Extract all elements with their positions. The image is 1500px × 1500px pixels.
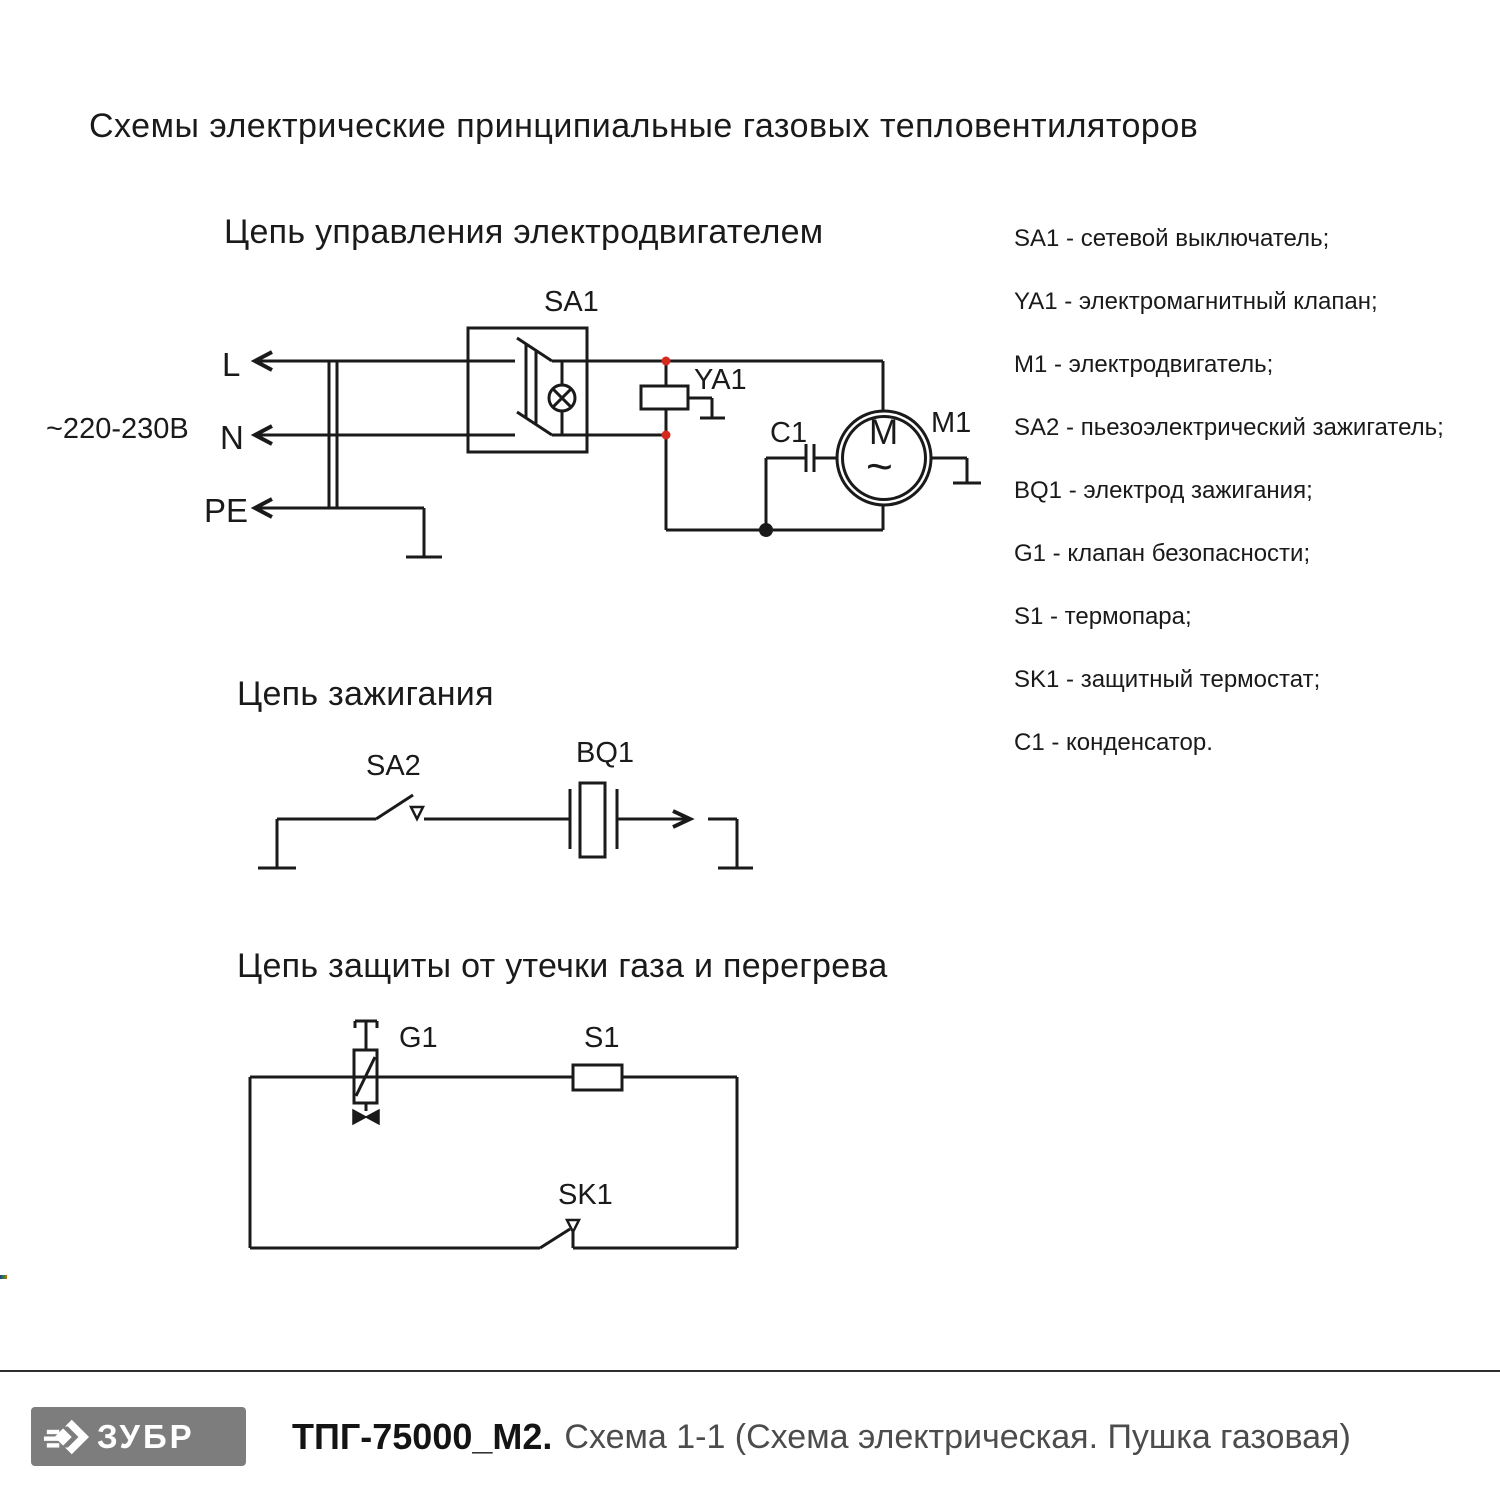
g1-bowtie-right: [366, 1110, 379, 1124]
schematic-caption: Схема 1-1 (Схема электрическая. Пушка газовая): [564, 1417, 1351, 1456]
legend-item-m1: M1 - электродвигатель;: [1014, 351, 1274, 378]
sk1-switch-blade: [540, 1229, 570, 1248]
legend-item-bq1: BQ1 - электрод зажигания;: [1014, 477, 1313, 504]
legend-item-sk1: SK1 - защитный термостат;: [1014, 666, 1321, 693]
s1-thermocouple-body: [573, 1065, 622, 1090]
legend-item-c1: C1 - конденсатор.: [1014, 729, 1213, 756]
ignition-left-wire: [277, 819, 376, 868]
label-c1: C1: [770, 417, 808, 449]
c1-capacitor-icon: [806, 444, 814, 472]
g1-actuator-icon: [355, 1021, 377, 1050]
page-title: Схемы электрические принципиальные газовых тепловентиляторов: [89, 107, 1199, 145]
label-ya1: YA1: [694, 364, 747, 396]
label-line-l: L: [222, 346, 241, 383]
label-motor-m: M: [869, 413, 899, 452]
section-title-ignition: Цепь зажигания: [237, 675, 494, 713]
label-voltage: ~220-230В: [46, 413, 189, 445]
label-line-n: N: [220, 419, 244, 456]
legend-item-sa2: SA2 - пьезоэлектрический зажигатель;: [1014, 414, 1444, 441]
junction-dot-black: [759, 523, 773, 537]
label-line-pe: PE: [204, 492, 249, 529]
c1-leads: [766, 458, 837, 530]
sa2-switch-blade: [376, 795, 413, 819]
sa1-switch-blades: [517, 338, 552, 435]
label-g1: G1: [399, 1022, 438, 1054]
section-title-protection: Цепь защиты от утечки газа и перегрева: [237, 947, 888, 985]
legend-item-s1: S1 - термопара;: [1014, 603, 1192, 630]
section-title-motor-control: Цепь управления электродвигателем: [224, 213, 824, 251]
ya1-ground-stub: [688, 398, 725, 418]
protection-circuit: [250, 1021, 737, 1248]
label-motor-wave: ~: [866, 440, 893, 492]
legend-item-g1: G1 - клапан безопасности;: [1014, 540, 1311, 567]
edge-artifact: [0, 1275, 7, 1279]
label-sa1: SA1: [544, 286, 599, 318]
footer-divider: [0, 1370, 1500, 1372]
label-s1: S1: [584, 1022, 620, 1054]
ya1-coil: [641, 386, 688, 409]
junction-dot-red-bottom: [662, 431, 671, 440]
bq1-piezo-body: [580, 783, 605, 857]
sa1-lamp-cross: [553, 389, 571, 407]
circuit-labels: [46, 286, 971, 1211]
zubr-logo: [31, 1407, 246, 1466]
zubr-logo-icon: [43, 1414, 89, 1460]
ignition-right-bracket: [708, 819, 737, 867]
legend-item-sa1: SA1 - сетевой выключатель;: [1014, 225, 1330, 252]
g1-bowtie-left: [353, 1110, 366, 1124]
label-m1: M1: [931, 407, 972, 439]
label-bq1: BQ1: [576, 737, 635, 769]
label-sa2: SA2: [366, 750, 421, 782]
protection-loop-wires: [250, 1077, 737, 1248]
zubr-logo-text: ЗУБР: [97, 1417, 195, 1455]
footer-caption: [292, 1414, 1351, 1460]
model-number: ТПГ-75000_М2.: [292, 1416, 553, 1457]
label-sk1: SK1: [558, 1179, 613, 1211]
sa2-contact-triangle: [411, 807, 423, 819]
motor-ground-lead: [931, 458, 981, 483]
wire-pe-line: [255, 508, 424, 557]
legend-item-ya1: YA1 - электромагнитный клапан;: [1014, 288, 1378, 315]
ignition-circuit: [258, 783, 753, 868]
junction-dot-red-top: [662, 357, 671, 366]
